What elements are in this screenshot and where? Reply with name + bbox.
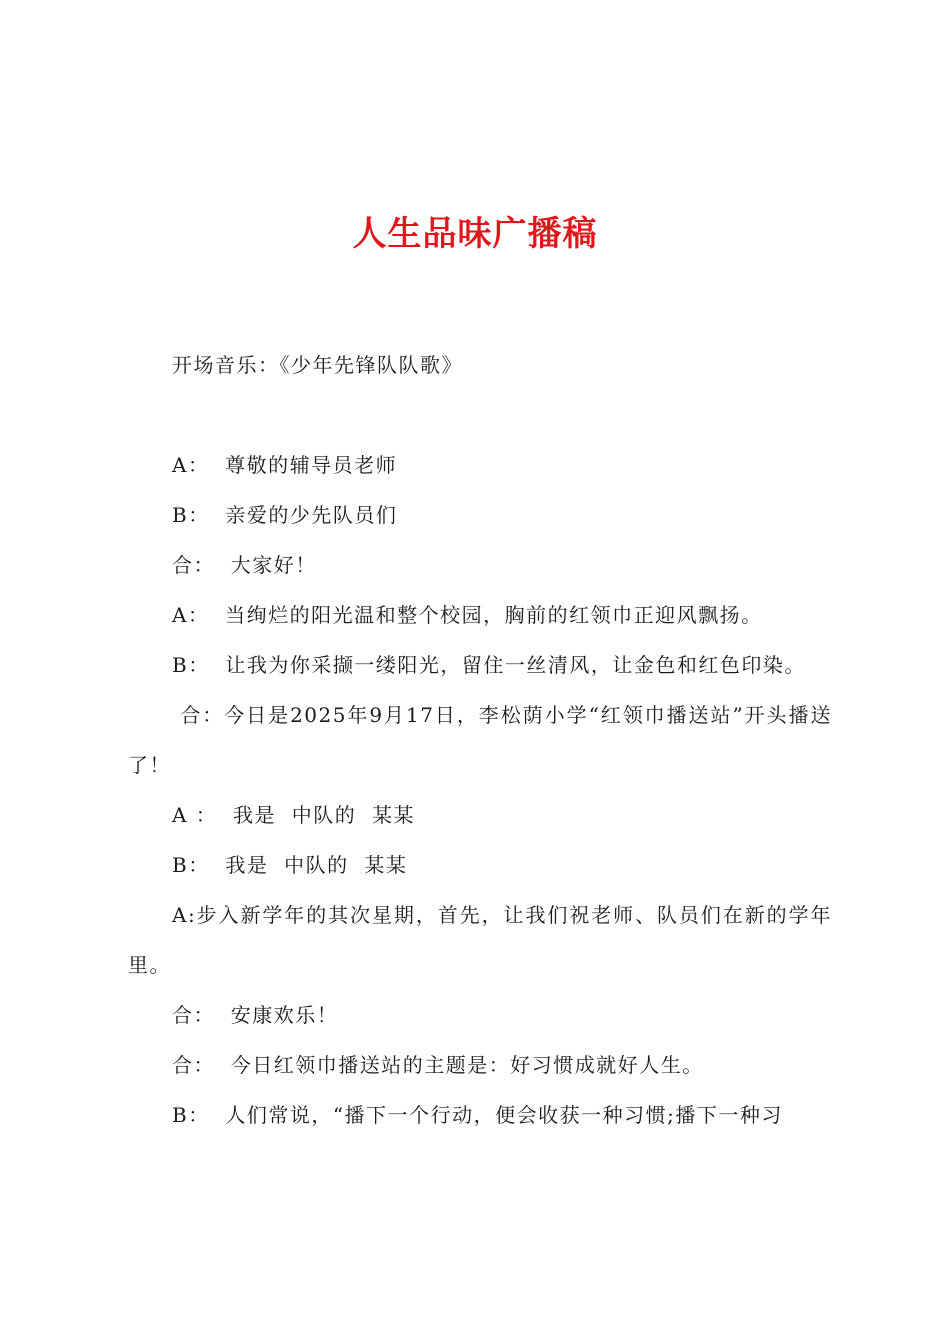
script-line: 合： 今日红领巾播送站的主题是：好习惯成就好人生。 [172,1053,704,1077]
intro-line: 开场音乐：《少年先锋队队歌》 [172,353,463,377]
script-line: 合：今日是2025年9月17日，李松荫小学“红领巾播送站”开头播送了！ [128,703,832,777]
script-line: A ： 我是 中队的 某某 [172,803,415,827]
script-line: 合： 安康欢乐！ [172,1003,339,1027]
document-title: 人生品味广播稿 [352,214,598,254]
paragraph-gap [128,390,832,440]
script-line: 合： 大家好！ [172,553,317,577]
script-line: A： 当绚烂的阳光温和整个校园，胸前的红领巾正迎风飘扬。 [172,603,763,627]
script-line: A:步入新学年的其次星期，首先，让我们祝老师、队员们在新的学年里。 [128,903,832,977]
script-line: B： 人们常说，“播下一个行动，便会收获一种习惯;播下一种习 [172,1103,783,1127]
script-line: B： 亲爱的少先队员们 [172,503,398,527]
script-line: A： 尊敬的辅导员老师 [172,453,398,477]
script-line: B： 我是 中队的 某某 [172,853,408,877]
document-body [128,340,832,1140]
script-line: B： 让我为你采撷一缕阳光，留住一丝清风，让金色和红色印染。 [172,653,806,677]
